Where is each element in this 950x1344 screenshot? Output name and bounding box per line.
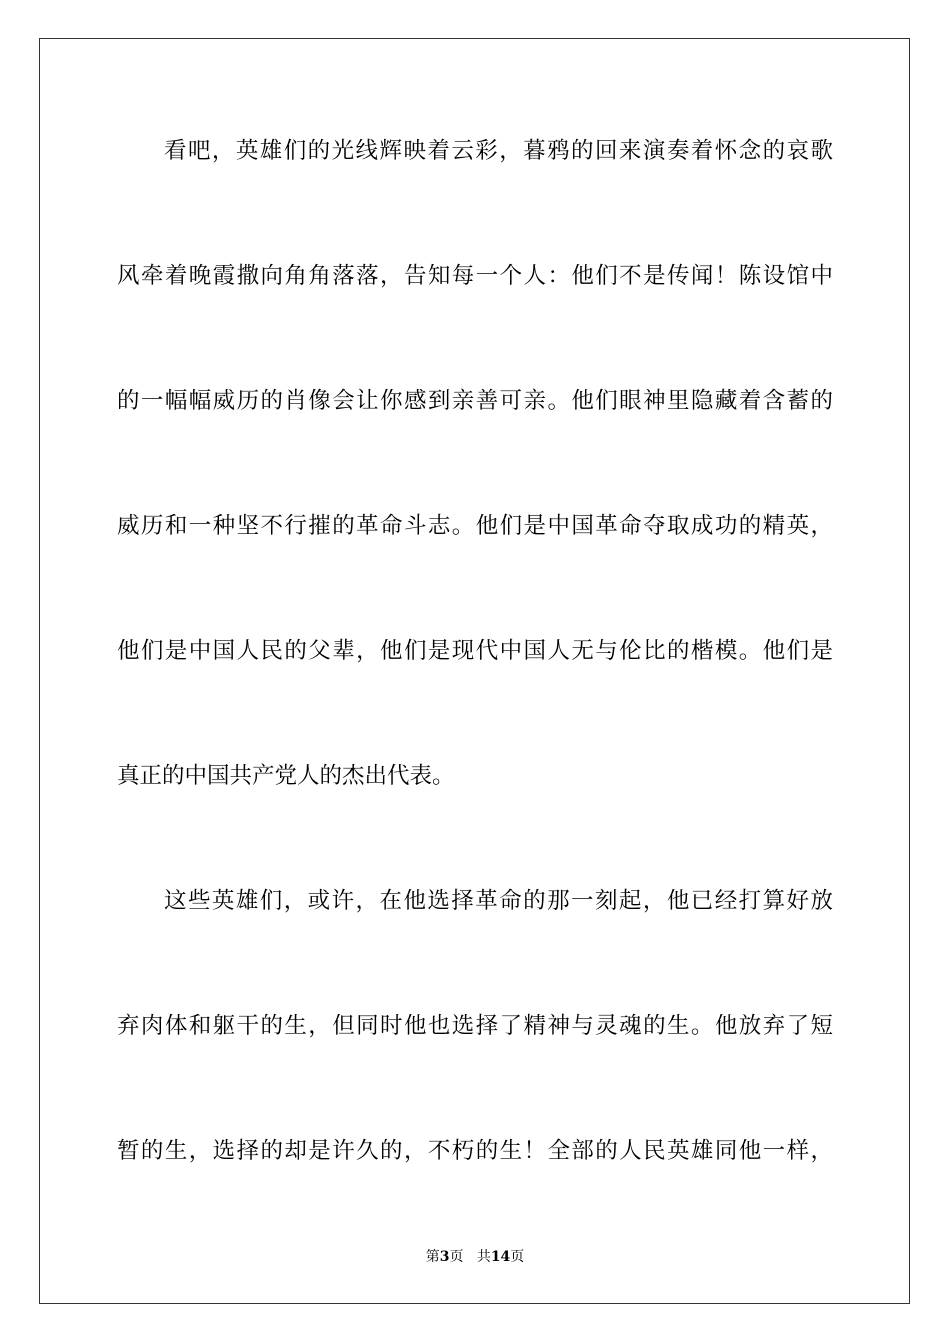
paragraph-1-line-2: 风牵着晚霞撒向角角落落，告知每一个人：他们不是传闻！陈设馆中 [117,263,833,289]
page-number: 3 [439,1249,450,1265]
paragraph-1-line-1: 看吧，英雄们的光线辉映着云彩，暮鸦的回来演奏着怀念的哀歌 [164,138,833,164]
paragraph-2-line-2: 弃肉体和躯干的生，但同时他也选择了精神与灵魂的生。他放弃了短 [117,1013,833,1039]
paragraph-2-line-1: 这些英雄们，或许，在他选择革命的那一刻起，他已经打算好放 [164,888,833,914]
paragraph-2-line-3: 暂的生，选择的却是许久的，不朽的生！全部的人民英雄同他一样， [117,1138,833,1164]
paragraph-1-line-5: 他们是中国人民的父辈，他们是现代中国人无与伦比的楷模。他们是 [117,638,833,664]
paragraph-1-line-4: 威历和一种坚不行摧的革命斗志。他们是中国革命夺取成功的精英， [117,513,833,539]
paragraph-1-line-6: 真正的中国共产党人的杰出代表。 [117,763,455,789]
total-prefix: 共 [476,1249,491,1265]
page-border [39,38,910,1304]
page-footer [0,1248,950,1266]
page-prefix: 第 [425,1249,440,1265]
total-suffix: 页 [510,1249,525,1265]
paragraph-1-line-3: 的一幅幅威历的肖像会让你感到亲善可亲。他们眼神里隐藏着含蓄的 [117,388,833,414]
total-pages: 14 [490,1249,511,1265]
page-suffix: 页 [449,1249,464,1265]
